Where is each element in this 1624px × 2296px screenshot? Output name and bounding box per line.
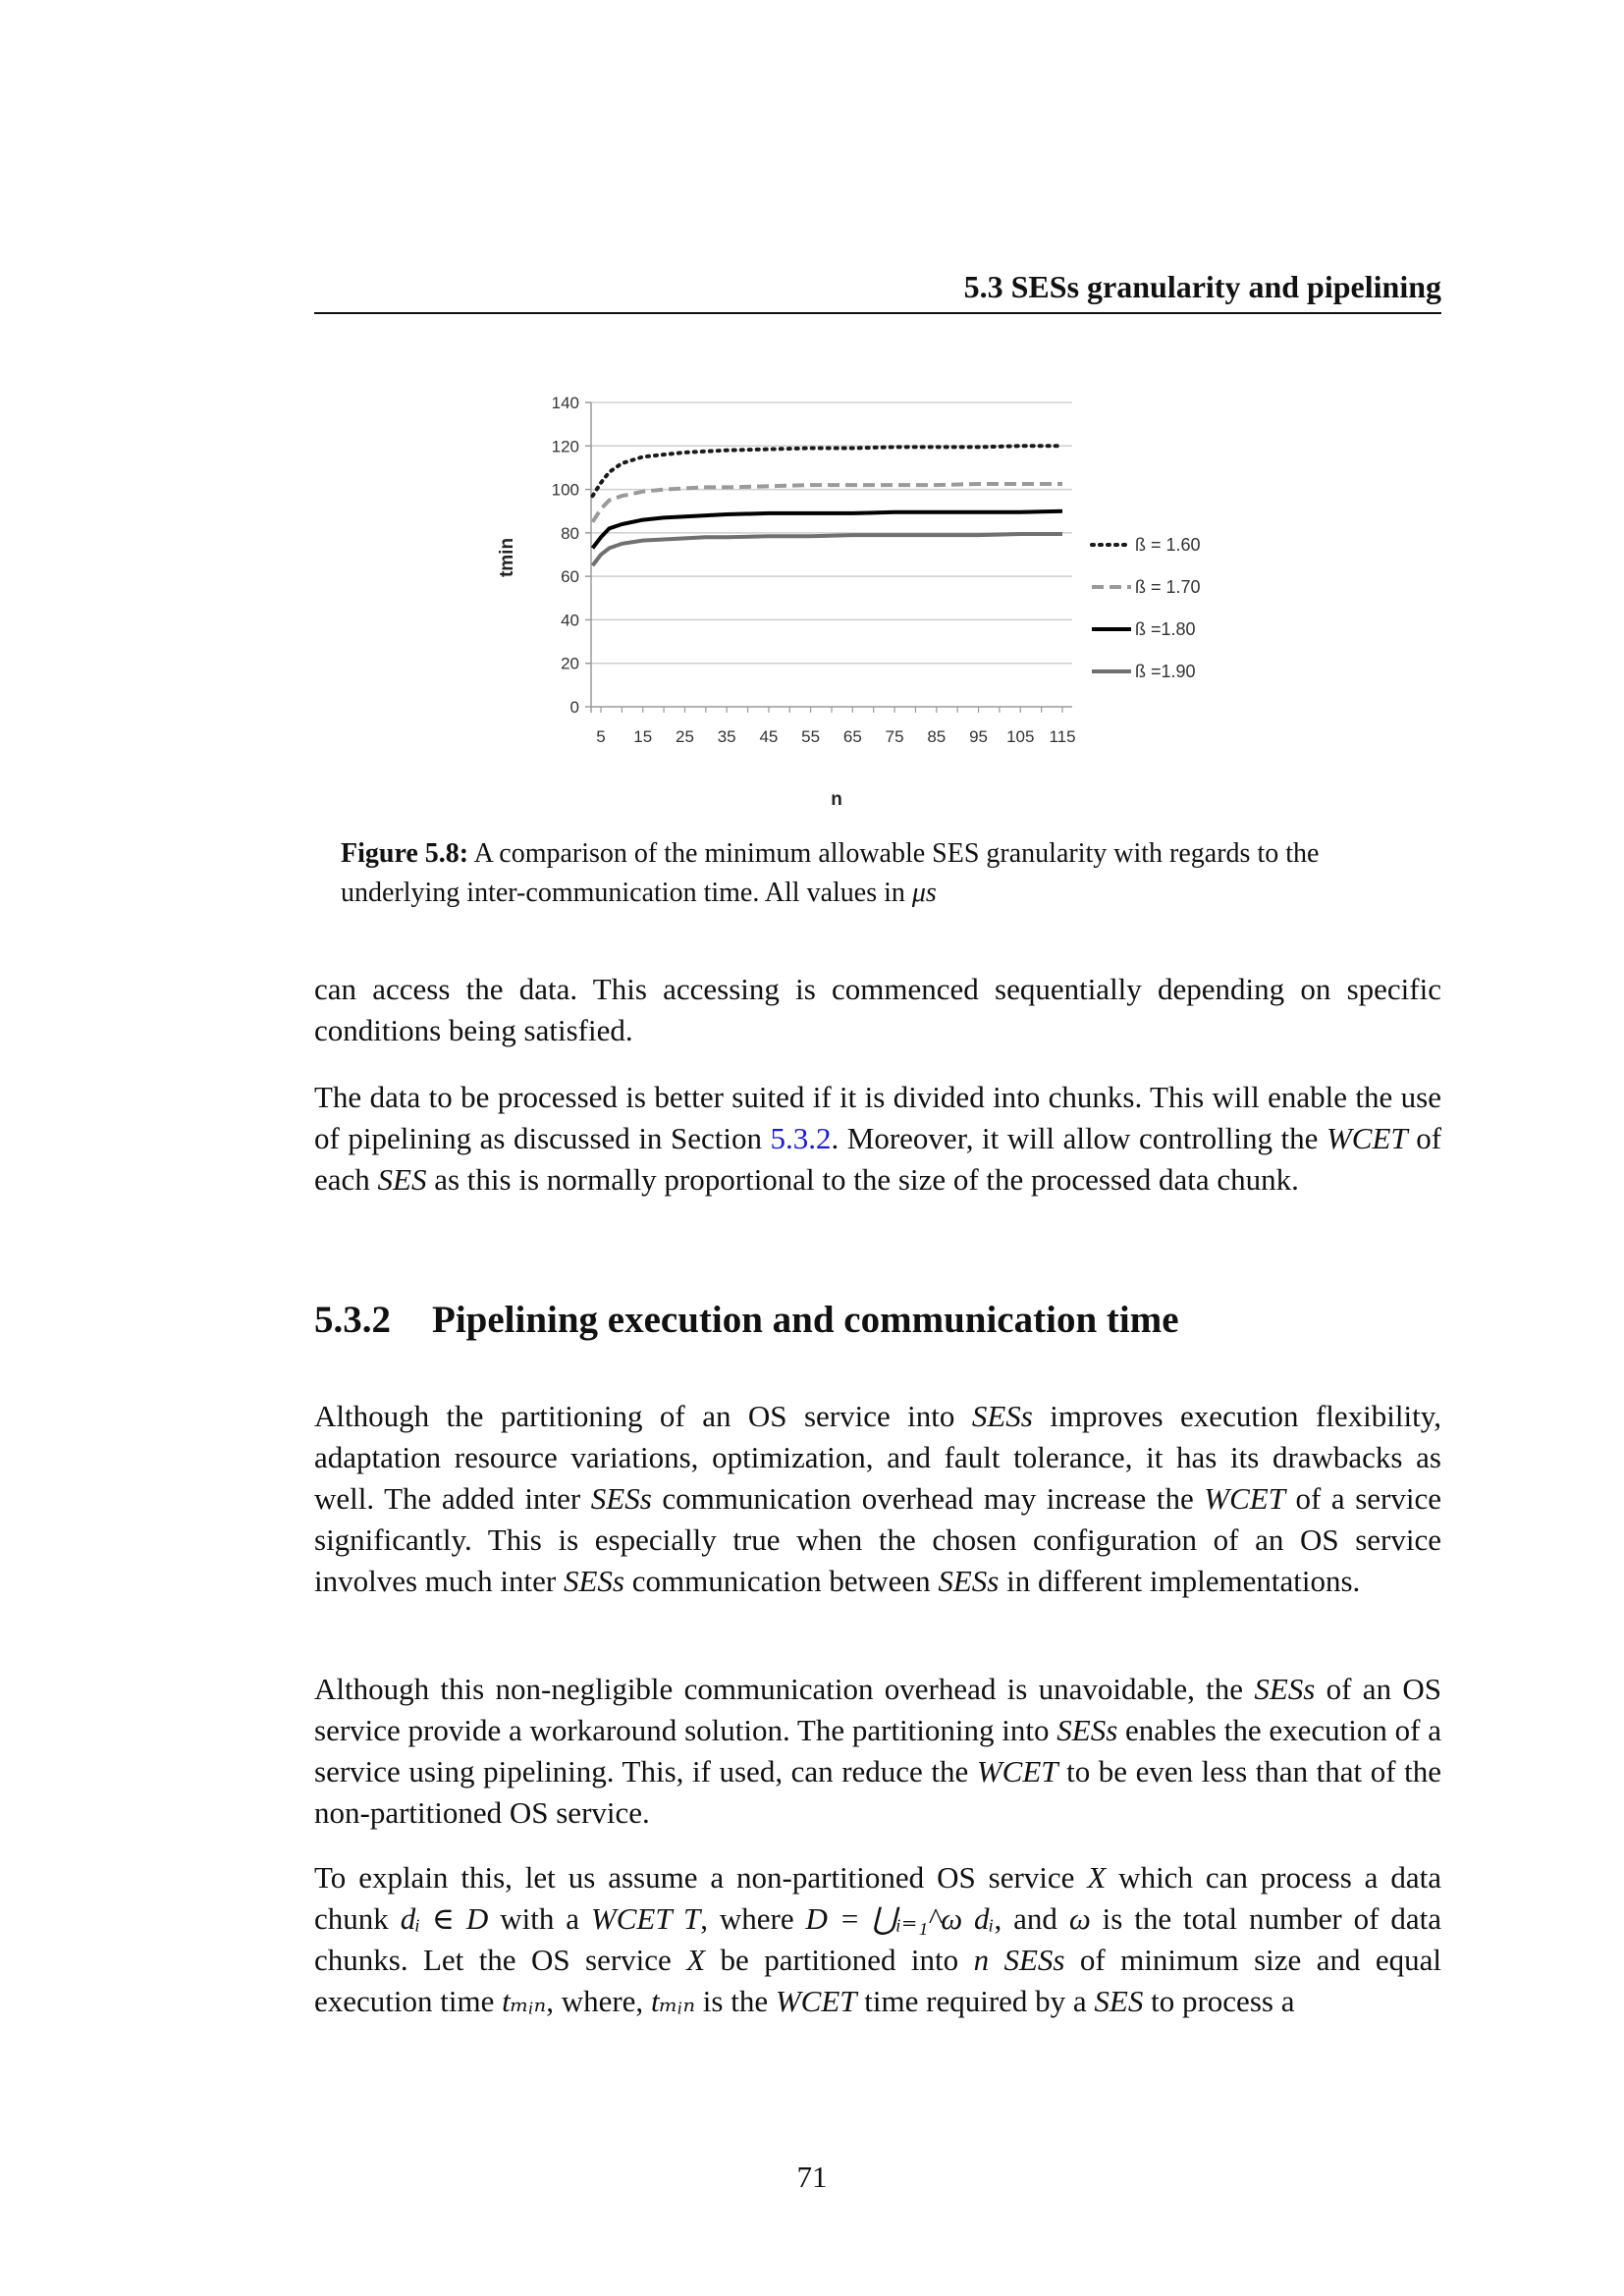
math-term: WCET — [775, 1984, 857, 2018]
chart-y-axis — [552, 394, 591, 717]
math-term: SESs — [938, 1564, 1000, 1598]
series-line — [593, 446, 1063, 496]
math-term: WCET — [1204, 1481, 1285, 1516]
paragraph — [314, 1396, 1441, 1602]
paragraph-text: in different implementations. — [999, 1564, 1361, 1598]
paragraph-text: communication between — [623, 1564, 939, 1598]
paragraph-text: , where, — [546, 1984, 651, 2018]
paragraph — [314, 1669, 1441, 1834]
paragraph-text: as this is normally proportional to the size of the processed data chunk. — [426, 1162, 1299, 1197]
figure-caption — [341, 834, 1421, 913]
paragraph-text: time required by a — [856, 1984, 1095, 2018]
granularity-chart — [486, 383, 1272, 825]
paragraph-text: of minimum size and equal execution time — [314, 1943, 1441, 2018]
chart-series-group — [593, 446, 1063, 565]
paragraph-text: can access the data. This accessing is commenced sequentially depending on specific conditions being satisfied. — [314, 972, 1441, 1047]
y-tick-label: 140 — [551, 394, 579, 412]
page-number: 71 — [796, 2160, 828, 2194]
x-tick-label: 115 — [1049, 727, 1076, 746]
math-term: SESs — [590, 1481, 652, 1516]
math-term: X — [686, 1943, 706, 1977]
paragraph — [314, 1857, 1441, 2022]
x-tick-label: 45 — [759, 727, 779, 746]
x-tick-label: 55 — [801, 727, 821, 746]
paragraph-text: be partitioned into — [705, 1943, 974, 1977]
x-tick-label: 25 — [675, 727, 694, 746]
math-term: WCET — [1326, 1121, 1408, 1155]
x-tick-label: 75 — [885, 727, 904, 746]
x-tick-label: 105 — [1006, 727, 1035, 746]
math-term: X — [1087, 1860, 1107, 1895]
paragraph-text: to be even less than that of the non-partitioned OS service. — [314, 1754, 1441, 1830]
chart-legend — [1092, 535, 1201, 681]
section-title: Pipelining execution and communication time — [432, 1299, 1179, 1341]
paragraph-text: . Moreover, it will allow controlling the — [831, 1121, 1326, 1155]
math-term: SESs — [1254, 1672, 1316, 1706]
math-term: SES — [377, 1162, 427, 1197]
series-line — [593, 534, 1063, 565]
section-number: 5.3.2 — [314, 1299, 391, 1341]
chart-y-label: tmin — [497, 537, 517, 578]
chart-x-label: n — [831, 789, 842, 810]
legend-label: ß = 1.70 — [1135, 577, 1201, 597]
paragraph-text: The data to be processed is better suited if it is divided into chunks. This will enable the use of pipelining as discussed in Section — [314, 1080, 1441, 1155]
legend-label: ß =1.90 — [1135, 662, 1196, 681]
math-term: D = ⋃ᵢ₌₁^ω dᵢ — [805, 1901, 995, 1936]
x-tick-label: 35 — [717, 727, 736, 746]
y-tick-label: 120 — [551, 437, 579, 456]
y-tick-label: 80 — [561, 523, 579, 543]
caption-text: A comparison of the minimum allowable SES granularity with regards to the underlying inter-communication time. All values in — [341, 838, 1320, 908]
y-tick-label: 100 — [551, 480, 579, 500]
paragraph — [314, 1077, 1441, 1201]
y-tick-label: 60 — [561, 567, 579, 587]
math-term: WCET — [976, 1754, 1058, 1789]
caption-unit: μs — [911, 878, 937, 908]
y-tick-label: 40 — [561, 611, 579, 630]
paragraph-text: To explain this, let us assume a non-partitioned OS service — [314, 1860, 1088, 1895]
section-heading — [314, 1298, 1179, 1342]
math-term: WCET T — [590, 1901, 701, 1936]
math-term: dᵢ ∈ D — [400, 1901, 489, 1936]
x-tick-label: 65 — [842, 727, 862, 746]
math-term: SESs — [971, 1399, 1033, 1433]
math-term: tₘᵢₙ — [502, 1984, 547, 2018]
series-line — [593, 511, 1063, 549]
paragraph-text: improves execution flexibility, adaptation resource variations, optimization, and fault tolerance, it has its drawbacks as well. The added inter — [314, 1399, 1441, 1516]
y-tick-label: 20 — [561, 654, 579, 673]
math-term: ω — [1068, 1901, 1091, 1936]
math-term: SESs — [1056, 1713, 1118, 1747]
paragraph-text: communication overhead may increase the — [651, 1481, 1205, 1516]
paragraph-text: which can process a data chunk — [314, 1860, 1441, 1936]
paragraph-text: of an OS service provide a workaround solution. The partitioning into — [314, 1672, 1441, 1747]
paragraph-text: enables the execution of a service using pipelining. This, if used, can reduce the — [314, 1713, 1441, 1789]
paragraph-text: to process a — [1143, 1984, 1295, 2018]
paragraph-text: is the total number of data chunks. Let the OS service — [314, 1901, 1442, 1977]
section-link[interactable]: 5.3.2 — [770, 1121, 832, 1155]
legend-label: ß =1.80 — [1135, 619, 1196, 639]
header-title: 5.3 SESs granularity and pipelining — [963, 269, 1441, 304]
x-tick-label: 95 — [969, 727, 989, 746]
paragraph-text: Although the partitioning of an OS service into — [314, 1399, 972, 1433]
math-term: n SESs — [973, 1943, 1065, 1977]
paragraph-text: Although this non-negligible communication overhead is unavoidable, the — [314, 1672, 1255, 1706]
paragraph-text: of each — [314, 1121, 1442, 1197]
paragraph-text: is the — [695, 1984, 776, 2018]
math-term: SES — [1094, 1984, 1144, 2018]
paragraph — [314, 969, 1441, 1051]
paragraph-text: with a — [488, 1901, 591, 1936]
legend-label: ß = 1.60 — [1135, 535, 1201, 555]
paragraph-text: of a service significantly. This is especially true when the chosen configuration of an OS service involves much inter — [314, 1481, 1441, 1598]
chart-x-axis — [596, 707, 1075, 746]
math-term: SESs — [563, 1564, 624, 1598]
x-tick-label: 15 — [633, 727, 653, 746]
x-tick-label: 5 — [596, 727, 606, 746]
y-tick-label: 0 — [569, 698, 579, 717]
x-tick-label: 85 — [927, 727, 947, 746]
paragraph-text: , and — [994, 1901, 1069, 1936]
math-term: tₘᵢₙ — [650, 1984, 696, 2018]
caption-label: Figure 5.8: — [341, 838, 469, 869]
running-header — [314, 267, 1441, 314]
paragraph-text: , where — [700, 1901, 806, 1936]
